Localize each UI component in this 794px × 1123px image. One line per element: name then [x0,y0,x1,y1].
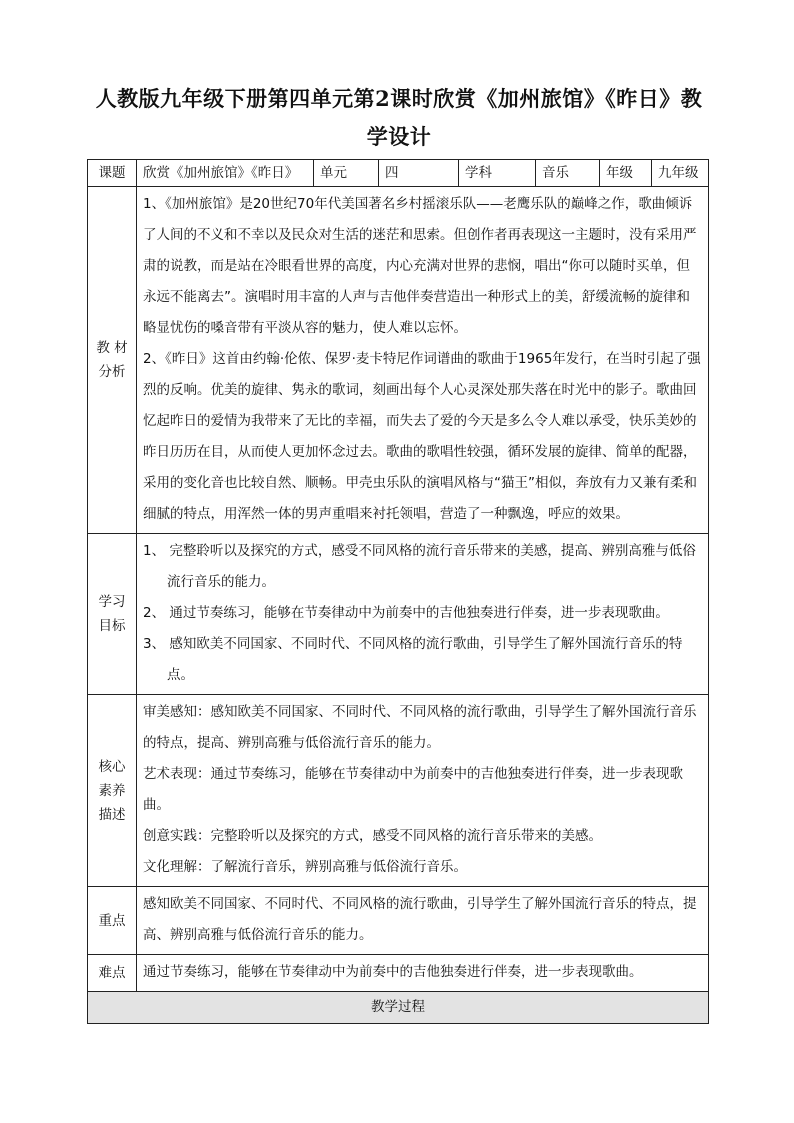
material-analysis-paragraph: 1、《加州旅馆》是20世纪70年代美国著名乡村摇滚乐队——老鹰乐队的巅峰之作，歌曲倾诉了人间的不义和不幸以及民众对生活的迷茫和思索。但创作者再表现这一主题时，没有采用严肃的说教，而是站在冷眼看世界的高度，内心充满对世界的悲悯，唱出“你可以随时买单，但永远不能离去”。演唱时用丰富的人声与吉他伴奏营造出一种形式上的美，舒缓流畅的旋律和略显忧伤的嗓音带有平淡从容的魅力，使人难以忘怀。 [143,196,697,336]
learning-goals-row [88,534,709,695]
key-points-content: 感知欧美不同国家、不同时代、不同风格的流行歌曲，引导学生了解外国流行音乐的特点，提高、辨别高雅与低俗流行音乐的能力。 [137,887,709,955]
learning-goal-item: 3、 感知欧美不同国家、不同时代、不同风格的流行歌曲，引导学生了解外国流行音乐的特点。 [143,636,683,683]
material-analysis-label [88,187,137,534]
learning-goal-item: 1、 完整聆听以及探究的方式，感受不同风格的流行音乐带来的美感，提高、辨别高雅与低俗流行音乐的能力。 [143,543,696,590]
core-literacy-paragraph: 艺术表现：通过节奏练习，能够在节奏律动中为前奏中的吉他独奏进行伴奏，进一步表现歌曲。 [143,766,683,813]
difficult-points-label: 难点 [88,955,137,992]
info-row [88,160,709,187]
material-analysis-label-text: 教 材 分析 [96,340,128,380]
learning-goals-content [137,534,709,695]
topic-value: 欣赏《加州旅馆》《昨日》 [137,160,314,187]
difficult-points-row [88,955,709,992]
lesson-plan-table [87,159,709,1024]
material-analysis-content [137,187,709,534]
core-literacy-content [137,695,709,887]
page-title: 人教版九年级下册第四单元第2课时欣赏《加州旅馆》《昨日》教学设计 [95,86,703,149]
key-points-label: 重点 [88,887,137,955]
core-literacy-paragraph: 创意实践：完整聆听以及探究的方式，感受不同风格的流行音乐带来的美感。 [143,828,602,844]
core-literacy-paragraph: 审美感知：感知欧美不同国家、不同时代、不同风格的流行歌曲，引导学生了解外国流行音乐的特点，提高、辨别高雅与低俗流行音乐的能力。 [143,704,697,751]
material-analysis-paragraph: 2、《昨日》这首由约翰·伦侬、保罗·麦卡特尼作词谱曲的歌曲于1965年发行，在当时引起了强烈的反响。优美的旋律、隽永的歌词，刻画出每个人心灵深处那失落在时光中的影子。歌曲回忆起昨日的爱情为我带来了无比的幸福，而失去了爱的今天是多么令人难以承受，快乐美妙的昨日历历在目，从而使人更加怀念过去。歌曲的歌唱性较强，循环发展的旋律、简单的配器，采用的变化音也比较自然、顺畅。甲壳虫乐队的演唱风格与“猫王”相似，奔放有力又兼有柔和细腻的特点，用浑然一体的男声重唱来衬托领唱，营造了一种飘逸，呼应的效果。 [143,351,701,522]
core-literacy-label [88,695,137,887]
core-literacy-row [88,695,709,887]
learning-goals-label-text: 学习 目标 [98,594,126,634]
learning-goal-item: 2、 通过节奏练习，能够在节奏律动中为前奏中的吉他独奏进行伴奏，进一步表现歌曲。 [143,605,669,621]
topic-label: 课题 [88,160,137,187]
process-header-row [88,992,709,1024]
grade-label: 年级 [600,160,652,187]
learning-goals-label [88,534,137,695]
key-points-row [88,887,709,955]
core-literacy-label-text: 核心 素养 描述 [98,758,126,823]
subject-value: 音乐 [536,160,600,187]
difficult-points-content: 通过节奏练习，能够在节奏律动中为前奏中的吉他独奏进行伴奏，进一步表现歌曲。 [137,955,709,992]
teaching-process-header: 教学过程 [88,992,709,1024]
subject-label: 学科 [459,160,536,187]
unit-value: 四 [379,160,459,187]
material-analysis-row [88,187,709,534]
grade-value: 九年级 [652,160,709,187]
unit-label: 单元 [314,160,379,187]
core-literacy-paragraph: 文化理解：了解流行音乐，辨别高雅与低俗流行音乐。 [143,859,467,875]
